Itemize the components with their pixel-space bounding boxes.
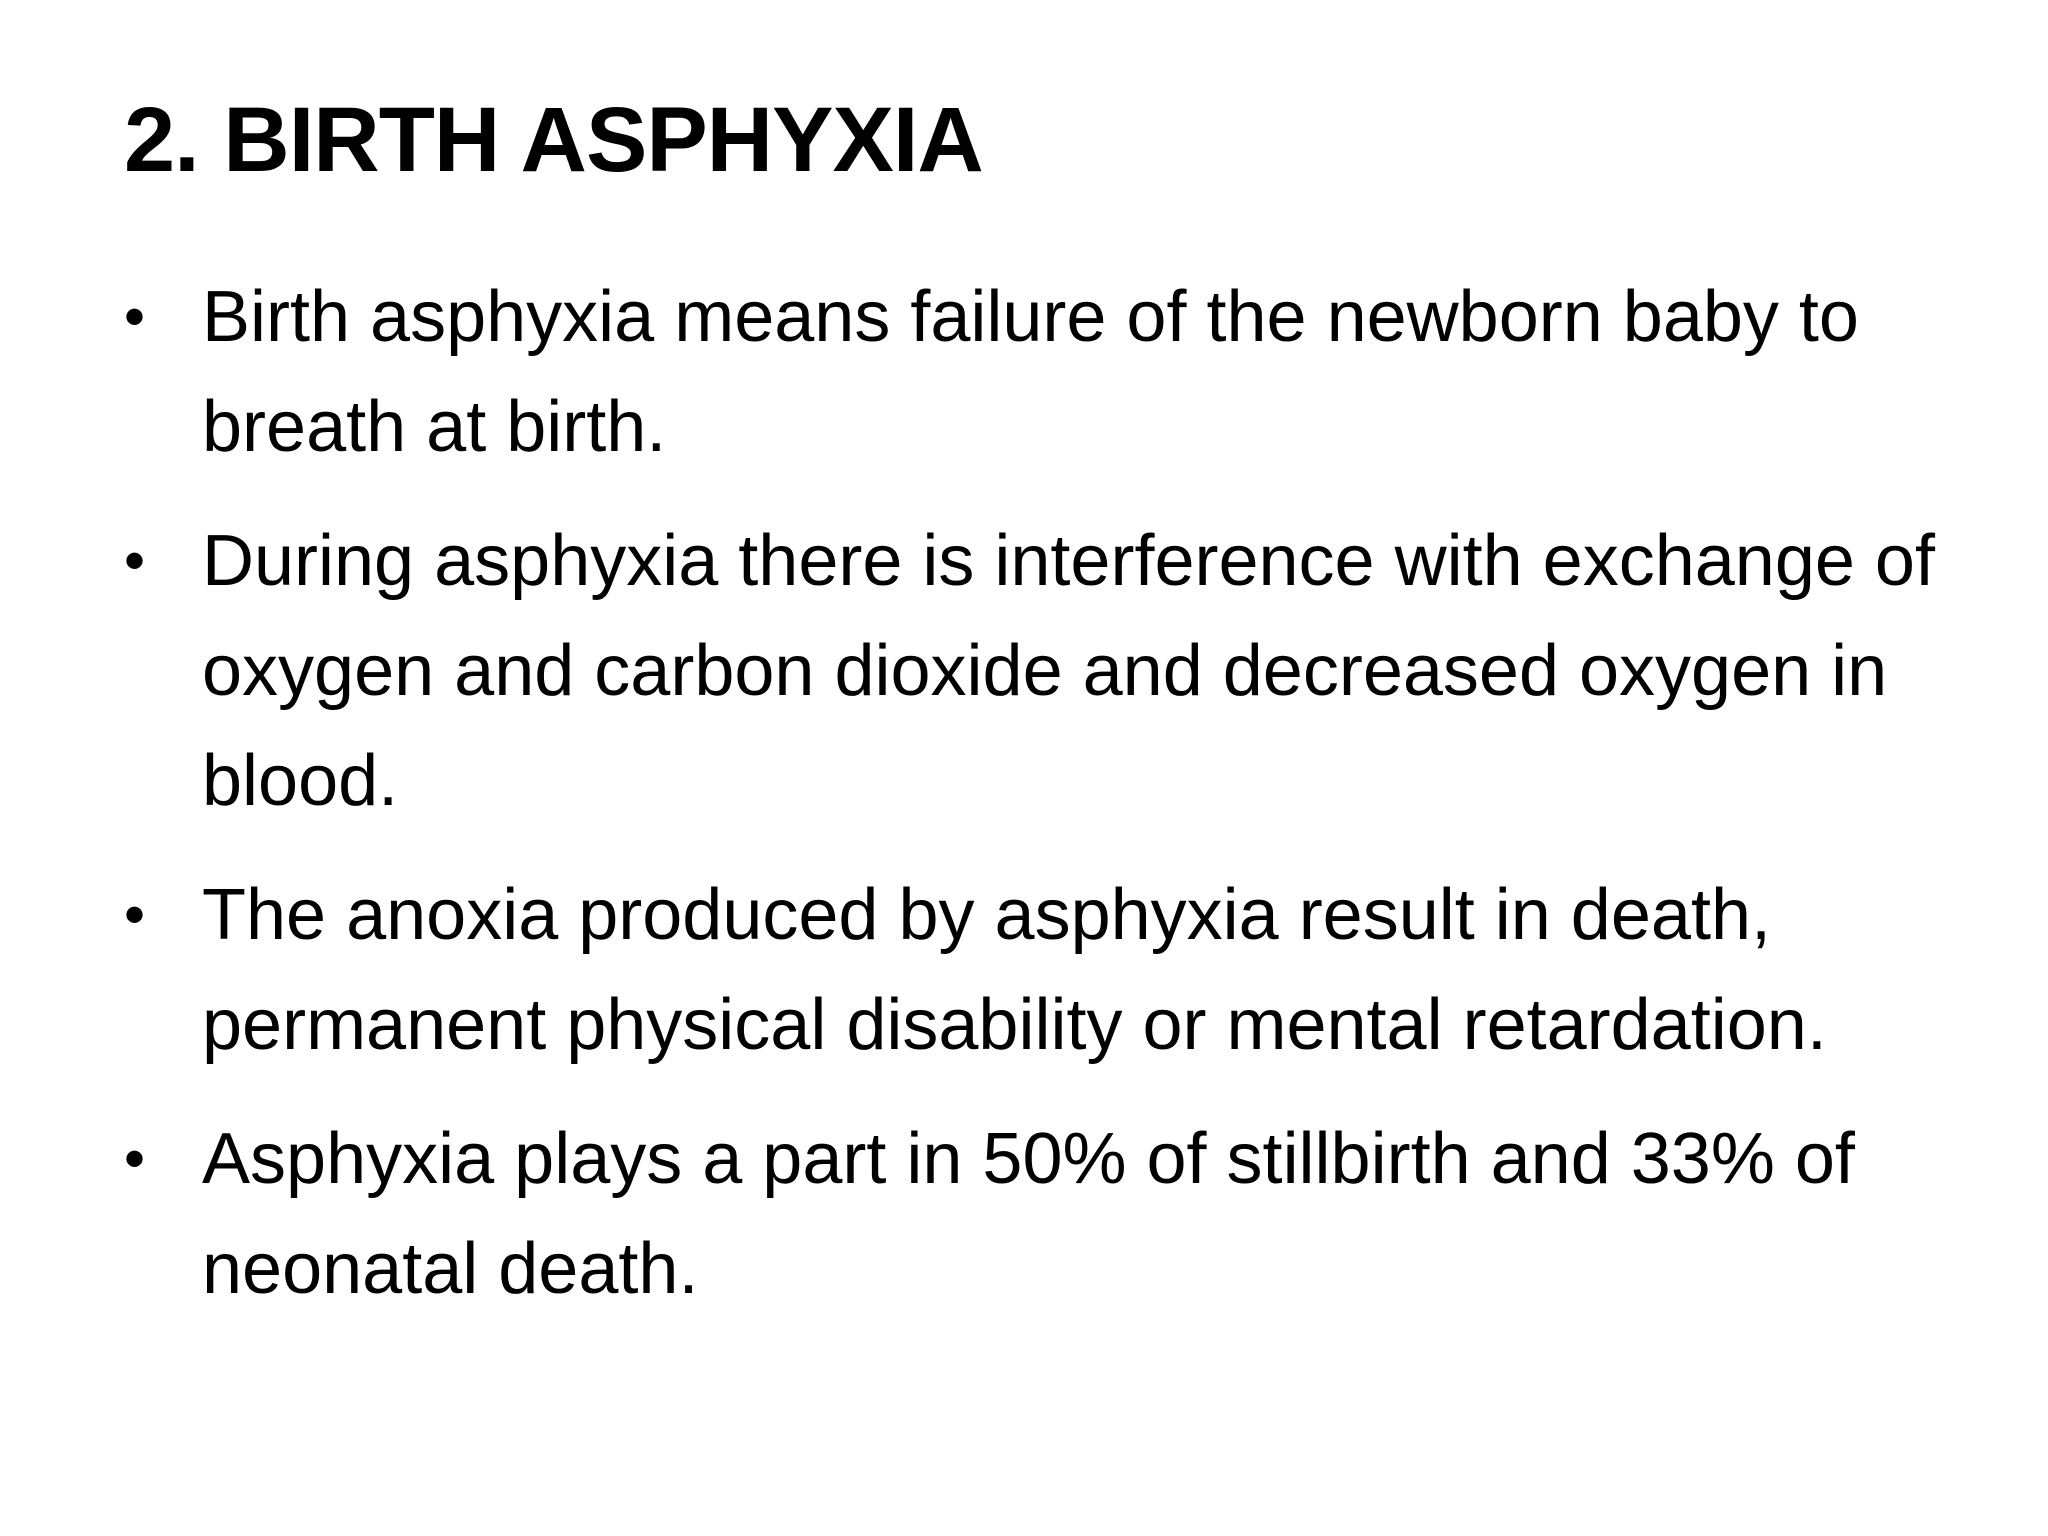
bullet-item [124, 506, 1964, 836]
bullet-text: The anoxia produced by asphyxia result in death, permanent physical disability or mental retardation. [202, 875, 1827, 1065]
bullet-text: During asphyxia there is interference with exchange of oxygen and carbon dioxide and decreased oxygen in blood. [202, 521, 1935, 821]
bullet-icon: • [124, 1125, 146, 1192]
bullet-icon: • [124, 283, 146, 350]
bullet-icon: • [124, 527, 146, 594]
bullet-icon: • [124, 881, 146, 948]
bullet-text: Asphyxia plays a part in 50% of stillbirth and 33% of neonatal death. [202, 1119, 1855, 1309]
slide-title: 2. BIRTH ASPHYXIA [124, 89, 983, 191]
bullet-item [124, 860, 1964, 1080]
bullet-list [124, 262, 1964, 1348]
bullet-item [124, 262, 1964, 482]
bullet-text: Birth asphyxia means failure of the newborn baby to breath at birth. [202, 277, 1859, 467]
bullet-item [124, 1104, 1964, 1324]
